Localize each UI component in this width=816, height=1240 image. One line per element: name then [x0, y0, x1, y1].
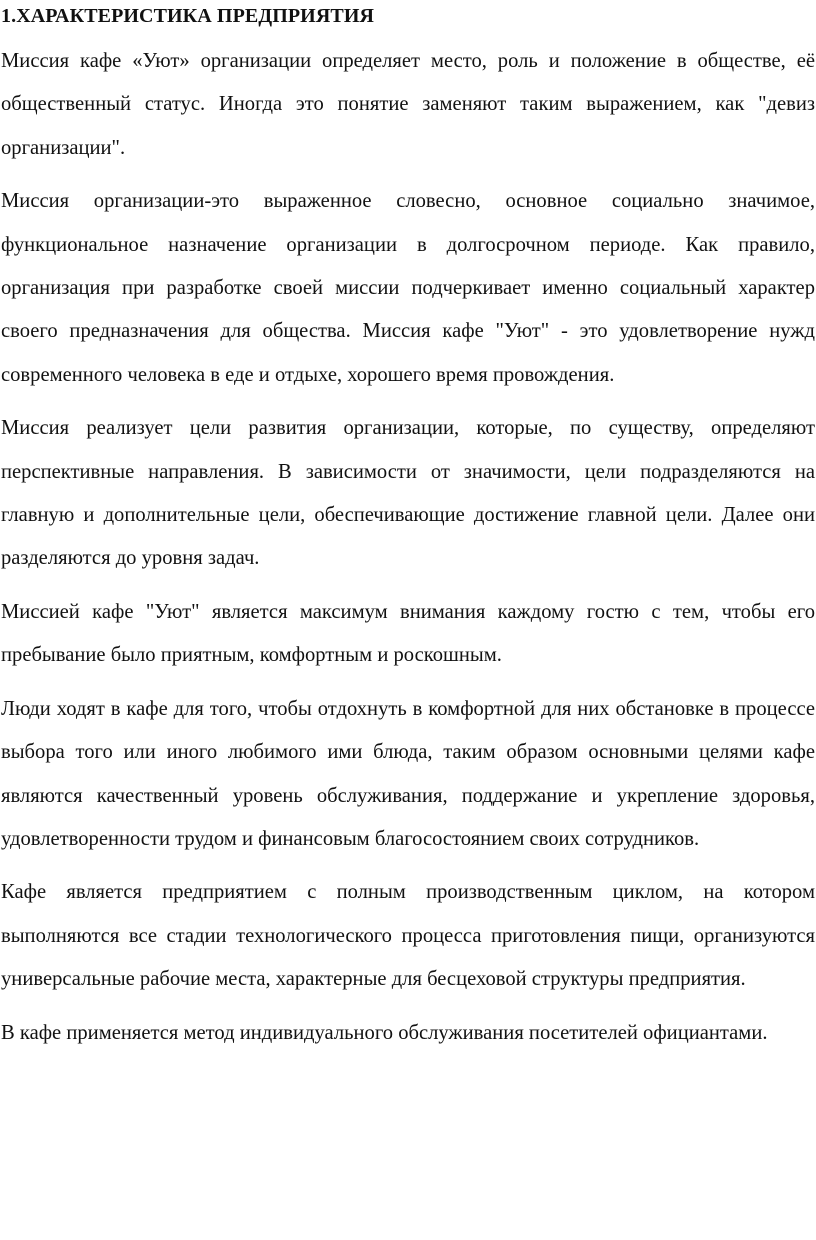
paragraph-service-method: В кафе применяется метод индивидуального обслуживания посетителей официантами.: [1, 1021, 768, 1044]
section-heading: 1.ХАРАКТЕРИСТИКА ПРЕДПРИЯТИЯ: [1, 5, 375, 27]
paragraph-cafe-mission: Миссией кафе "Уют" является максимум внимания каждому гостю с тем, чтобы его пребывание было приятным, комфортным и роскошным.: [1, 600, 815, 667]
paragraph-mission-definition: Миссия кафе «Уют» организации определяет место, роль и положение в обществе, её общественный статус. Иногда это понятие заменяют таким выражением, как "девиз организации".: [1, 50, 815, 159]
paragraph-mission-concept: Миссия организации-это выраженное словесно, основное социально значимое, функциональное назначение организации в долгосрочном периоде. Как правило, организация при разработке своей миссии подчеркивает именно социальный характер своего предназначения для общества. Миссия кафе "Уют" - это удовлетворение нужд современного человека в еде и отдыхе, хорошего время провождения.: [1, 190, 815, 386]
paragraph-production-cycle: Кафе является предприятием с полным производственным циклом, на котором выполняются все стадии технологического процесса приготовления пищи, организуются универсальные рабочие места, характерные для бесцеховой структуры предприятия.: [1, 881, 815, 991]
paragraph-mission-goals: Миссия реализует цели развития организации, которые, по существу, определяют перспективные направления. В зависимости от значимости, цели подразделяются на главную и дополнительные цели, обеспечивающие достижение главной цели. Далее они разделяются до уровня задач.: [1, 417, 815, 570]
paragraph-cafe-goals: Люди ходят в кафе для того, чтобы отдохнуть в комфортной для них обстановке в процессе выбора того или иного любимого ими блюда, таким образом основными целями кафе являются качественный уровень обслуживания, поддержание и укрепление здоровья, удовлетворенности трудом и финансовым благосостоянием своих сотрудников.: [1, 697, 815, 850]
